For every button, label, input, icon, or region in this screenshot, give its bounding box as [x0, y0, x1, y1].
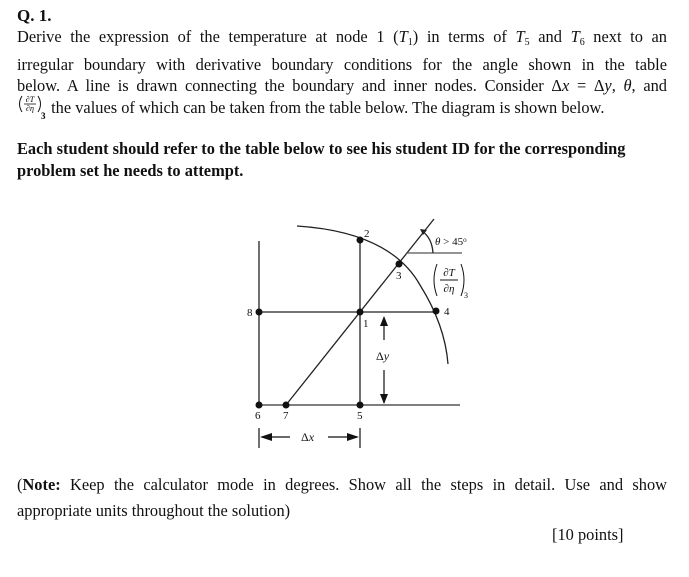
dy-up-arrowhead — [380, 316, 388, 326]
node-label-2: 2 — [364, 228, 370, 240]
points-label: [10 points] — [552, 525, 624, 544]
svg-text:∂T: ∂T — [25, 94, 35, 104]
student-instruction: Each student should refer to the table below to see his student ID for the corresponding problem set he needs to attempt. — [17, 139, 626, 180]
svg-text:∂η: ∂η — [443, 283, 455, 295]
node-label-3: 3 — [396, 270, 402, 282]
svg-text:3: 3 — [464, 291, 468, 300]
svg-text:∂η: ∂η — [26, 103, 34, 113]
paragraph-line-1: Derive the expression of the temperature at node 1 $(T_1)$ in terms of $T_5$ and $T_6$ next to an — [17, 27, 667, 48]
boundary-arc — [297, 226, 448, 364]
dy-label: Δy — [376, 349, 390, 363]
paragraph-line-3: below. A line is drawn connecting the boundary and inner nodes. Consider Δx = Δy, θ, and — [17, 76, 667, 95]
node-8 — [256, 309, 263, 316]
node-label-1: 1 — [363, 318, 369, 330]
paragraph-line-4: ∂T ∂η 3 the values of which can be taken from the table below. The diagram is shown below. — [17, 97, 667, 119]
node-label-8: 8 — [247, 307, 253, 319]
paragraph-line-2: irregular boundary with derivative boundary conditions for the angle shown in the table — [17, 54, 667, 74]
node-7 — [283, 402, 290, 409]
node-label-4: 4 — [444, 306, 450, 318]
note-paragraph: (Note: Keep the calculator mode in degrees. Show all the steps in detail. Use and show — [17, 475, 667, 494]
dx-right-arrowhead — [347, 433, 359, 441]
dx-label: Δx — [301, 430, 315, 444]
derivative-label — [434, 264, 468, 300]
node-1 — [357, 309, 364, 316]
node-label-7: 7 — [283, 410, 289, 422]
node-3 — [396, 261, 403, 268]
svg-text:3: 3 — [41, 110, 46, 121]
svg-text:∂T: ∂T — [443, 267, 455, 279]
dy-down-arrowhead — [380, 394, 388, 404]
node-5 — [357, 402, 364, 409]
dx-left-arrowhead — [260, 433, 272, 441]
node-6 — [256, 402, 263, 409]
note-label: Note: — [22, 475, 61, 494]
node-4 — [433, 308, 440, 315]
node-2 — [357, 237, 364, 244]
node-label-6: 6 — [255, 410, 261, 422]
note-line-2: appropriate units throughout the solution) — [17, 501, 291, 520]
angle-label: $\theta > 45^o$ — [435, 236, 467, 248]
angle-arc — [422, 231, 433, 253]
question-number: Q. 1. — [17, 6, 52, 25]
node-label-5: 5 — [357, 410, 363, 422]
